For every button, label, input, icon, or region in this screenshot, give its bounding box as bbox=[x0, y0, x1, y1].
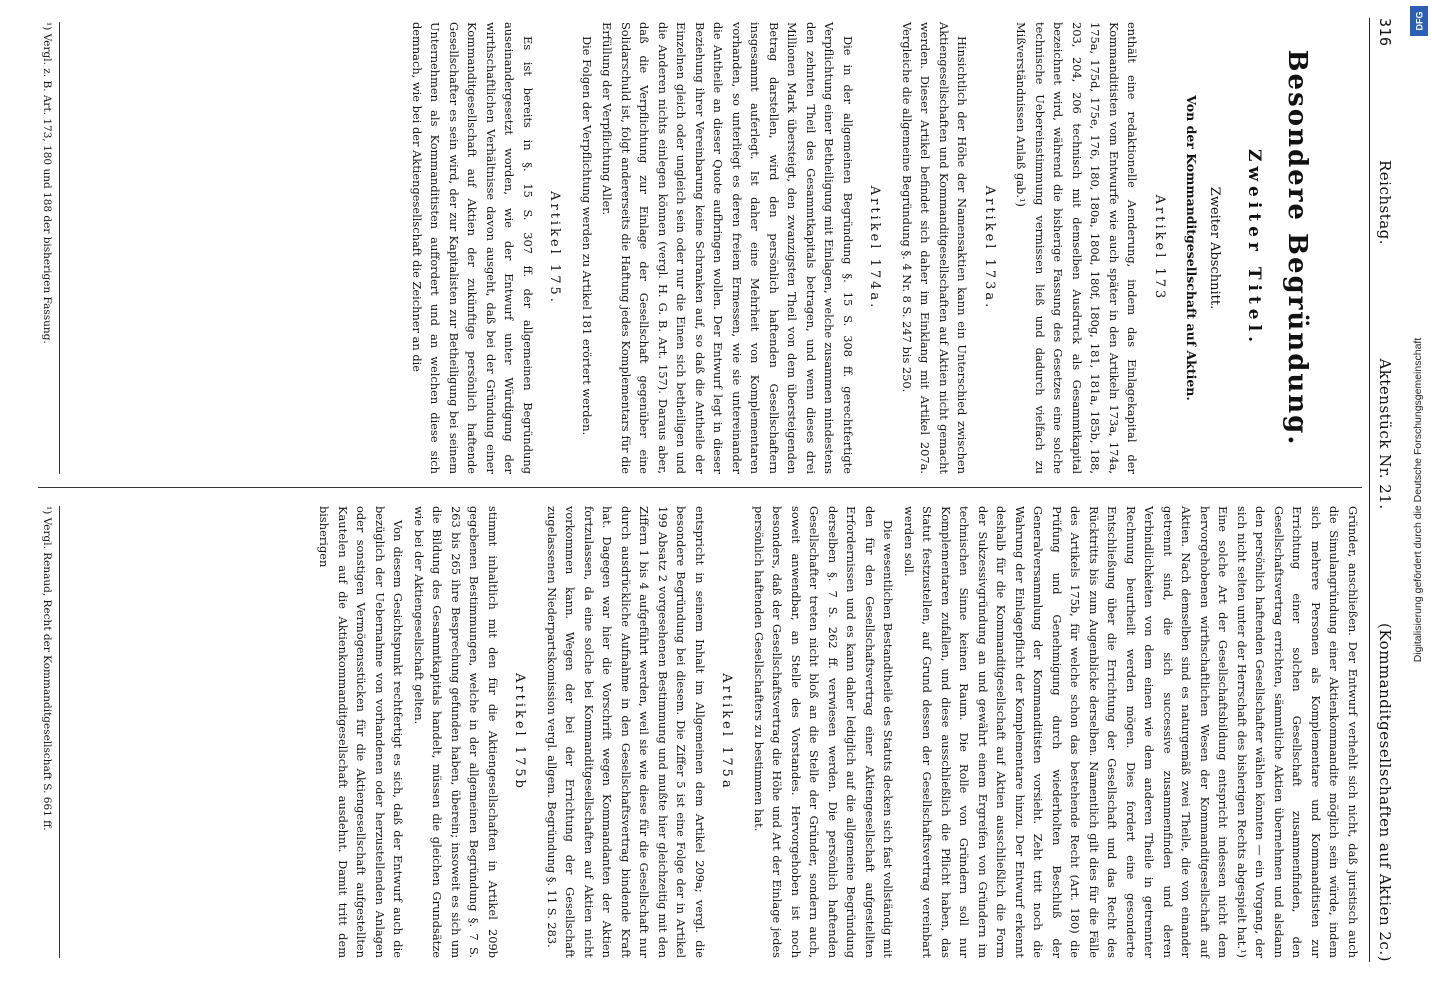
header-left: Reichstag. bbox=[1376, 159, 1394, 246]
dfg-logo-icon bbox=[1410, 6, 1428, 36]
digitization-watermark bbox=[1406, 0, 1430, 1000]
dfg-logo-text: DFG bbox=[1414, 11, 1424, 31]
article-173-text: enthält eine redaktionelle Aenderung, indem das Einlagekapital der Kommanditisten vom Entwurfe wie auch später in den Artikeln 173a, 174a, 175a, 175d, 175e, 176, 180, 180a, 180d, 180f, 180g, 181, 181a, 185b, 188, 203, 204, 206 technisch mit demselben Ausdruck als Gesammtkapital bezeichnet wird, während die bisherige Fassung des Gesetzes eine solche technische Uebereinstimmung vermissen ließ und dadurch vielfach zu Mißverständnissen Anlaß gab.¹) bbox=[1014, 22, 1140, 474]
right-footnote: ¹) Vergl. Renaud, Recht der Kommanditgesellschaft S. 661 ff. bbox=[38, 506, 61, 958]
article-175b-heading: Artikel 175b bbox=[512, 673, 528, 791]
header-right: (Kommanditgesellschaften auf Aktien 2c.) bbox=[1376, 623, 1394, 962]
scanned-page bbox=[10, 0, 1410, 980]
left-column bbox=[38, 22, 1362, 474]
left-footnote: ¹) Vergl. z. B. Art. 173, 180 und 188 der bisherigen Fassung. bbox=[38, 22, 61, 474]
article-173a-heading: Artikel 173a. bbox=[982, 185, 997, 311]
title-heading: Zweiter Titel. bbox=[1244, 148, 1265, 347]
article-174a-text-2: Die Folgen der Verpflichtung werden zu Artikel 181 erörtert werden. bbox=[580, 36, 594, 436]
main-heading: Besondere Begründung. bbox=[1282, 49, 1312, 447]
column-divider bbox=[38, 487, 1362, 488]
article-175a-text: entspricht in seinem Inhalt im Allgemeinen dem Artikel 209a; vergl. die besondere Begründung bei diesem. Die Ziffer 5 ist eine Folge der in Artikel 199 Absatz 2 vorgesehenen Bestimmung und mußte hier gleichzeitig mit den Ziffern 1 bis 4 aufgeführt werden, weil sie wie diese für die Gesellschaft nur durch ausdrückliche Aufnahme in den Gesellschaftsvertrag bindende Kraft hat. Dagegen war hier die Vorschrift wegen Kommandanten der Aktien fortzulassen, da eine solche bei Kommanditgesellschaften auf Aktien nicht vorkommen kann. Wegen der bei der Errichtung der Gesellschaft zugelassenen Niederpartskomission vergl. allgem. Begründung §. 11 S. 283. bbox=[545, 506, 707, 958]
article-174a-text: Die in der allgemeinen Begründung §. 15 S. 308 ff. gerechtfertigte Verpflichtung einer Betheiligung mit Einlagen, welche zusammen mindestens den zehnten Theil des Gesammtkapitals betragen, und wenn dieses drei Millionen Mark übersteigt, den zwanzigsten Theil von dem übersteigenden Betrag darstellen, wird den persönlich haftenden Gesellschaftern insgesammt auferlegt. Ist daher eine Mehrheit von Komplementaren vorhanden, so unterliegt es deren freiem Ermessen, wie sie untereinander die Antheile an dieser Quote aufbringen wollen. Der Entwurf legt in dieser Beziehung ihrer Vereinbarung keine Schranken auf, so daß die Antheile der Einzelnen gleich oder ungleich sein oder nur die Einen sich betheiligen und die Anderen nichts einlegen können (vergl. H. G. B. Art. 157). Daraus aber, daß die Verpflichtung zur Einlage der Gesellschaft gegenüber eine Solidarschuld ist, folgt andererseits die Haftung jedes Komplementars für die Erfüllung der Verpflichtung Aller. bbox=[600, 22, 855, 474]
article-173a-text: Hinsichtlich der Höhe der Namensaktien kann ein Unterschied zwischen Aktiengesellschaften und Kommanditgesellschaften auf Aktien nicht gemacht werden. Dieser Artikel befindet sich daher im Einklang mit Artikel 207a. Vergleiche die allgemeine Begründung §. 4 Nr. 8 S. 247 bis 250. bbox=[900, 22, 970, 474]
article-173-heading: Artikel 173 bbox=[1152, 194, 1167, 302]
page-number: 316 bbox=[1376, 18, 1394, 47]
page-header bbox=[1369, 18, 1400, 962]
article-175b-text-2: Von diesem Gesichtspunkt rechtfertigt es sich, daß der Entwurf auch die bezüglich der Uebernahme von vorhandenen oder herzustellenden Anlagen oder sonstigen Vermögensstücken für die Aktiengesellschaft aufgestellten Kautelen auf die Aktienkommanditgesellschaft ausdehnt. Damit tritt dem bisherigen bbox=[317, 506, 406, 958]
right-paragraph-1: Gründer, anschließen. Der Entwurf verhehlt sich nicht, daß juristisch auch die Simulangründung einer Aktienkommandite möglich sein würde, indem sich mehrere Personen als Komplementare und Kommanditisten zur Errichtung einer solchen Gesellschaft zusammenfinden, den Gesellschaftsvertrag errichten, sämmtliche Aktien übernehmen und alsdann den persönlich haftenden Gesellschafter wählen könnten — ein Vorgang, der sich nicht selten unter der Herrschaft des bisherigen Rechts abgespielt hat.¹) Eine solche Art der Gesellschaftsbildung entspricht indessen nicht dem hervorgehobenen wirthschaftlichen Wesen der Kommanditgesellschaft auf Aktien. Nach demselben sind es naturgemäß zwei Theile, die von einander getrennt sind, die sich successive zusammenfinden und deren Verbindlichkeiten von dem einen wie dem anderen Theile in getrennter Rechnung beurtheilt werden mögen. Dies fordert eine gesonderte Entschließung über die Errichtung der Gesellschaft und das Recht des Rücktritts bis zum Augenblicke derselben. Namentlich gilt dies für die Fälle des Artikels 175b, für welche schon das bestehende Recht (Art. 180) die Prüfung und Genehmigung durch wiederholten Beschluß der Generalversammlung der Kommanditisten vorsieht. Zeht tritt noch die Wahrung der Einlagepflicht der Komplementare hinzu. Der Entwurf erkennt deshalb für die Kommanditgesellschaft auf Aktien ausschließlich die Form der Sukzessivgründung an und gewährt einem Ergreifen von Gründern im technischen Sinne keinen Raum. Die Rolle von Gründern soll nur Komplementaren zufallen, und diese ausschließlich die Pflicht haben, das Statut festzustellen, auf Grund dessen der Gesellschaftsvertrag vereinbart werden soll. bbox=[902, 506, 1360, 958]
right-column bbox=[38, 506, 1362, 958]
section-subtitle: Von der Kommanditgesellschaft auf Aktien. bbox=[1184, 95, 1200, 401]
watermark-text: Digitalisierung gefördert durch die Deutsche Forschungsgemeinschaft bbox=[1412, 337, 1424, 663]
article-174a-heading: Artikel 174a. bbox=[867, 185, 883, 311]
section-heading: Zweiter Abschnitt. bbox=[1207, 186, 1222, 310]
article-175-text: Es ist bereits in §. 15 S. 307 ff. der allgemeinen Begründung auseinandergesetzt worden, wie der Entwurf unter Würdigung der wirthschaftlichen Verhältnisse davon ausgeht, daß bei der Gründung einer Kommanditgesellschaft auf Aktien der zukünftige persönlich haftende Gesellschafter es sein wird, der zur Kapitalisten zur Betheiligung bei seinem Unternehmen als Kommanditisten auffordert und an welchen diese sich demnach, wie bei der Aktiengesellschaft die Zeichner an die bbox=[410, 22, 535, 474]
right-paragraph-2: Die wesentlichen Bestandtheile des Statuts decken sich fast vollständig mit den für den Gesellschaftsvertrag einer Aktiengesellschaft aufgestellten Erfordernissen und es kann daher lediglich auf die allgemeine Begründung derselben §. 7 S. 262 ff. verwiesen werden. Die persönlich haftenden Gesellschafter treten nicht bloß an die Stelle der Gründer, sondern auch, soweit anwendbar, an Stelle des Vorstandes. Hervorgehoben ist noch besonders, daß der Gesellschaftsvertrag die Höhe und Art der Einlage jedes persönlich haftenden Gesellschafters zu bestimmen hat. bbox=[752, 506, 896, 958]
article-175a-heading: Artikel 175a bbox=[719, 673, 735, 791]
article-175b-text: stimmt inhaltlich mit den für die Aktiengesellschaften in Artikel 209b gegebenen Bestimmungen, welche in der allgemeinen Begründung §. 7 S. 263 bis 265 ihre Besprechung gefunden haben, überein; insoweit es sich um die Bildung des Gesammtkapitals handelt, müssen die gleichen Grundsätze wie bei der Aktiengesellschaft gelten. bbox=[412, 506, 500, 958]
header-center: Aktenstück Nr. 21. bbox=[1376, 358, 1394, 510]
article-175-heading: Artikel 175. bbox=[547, 191, 563, 305]
